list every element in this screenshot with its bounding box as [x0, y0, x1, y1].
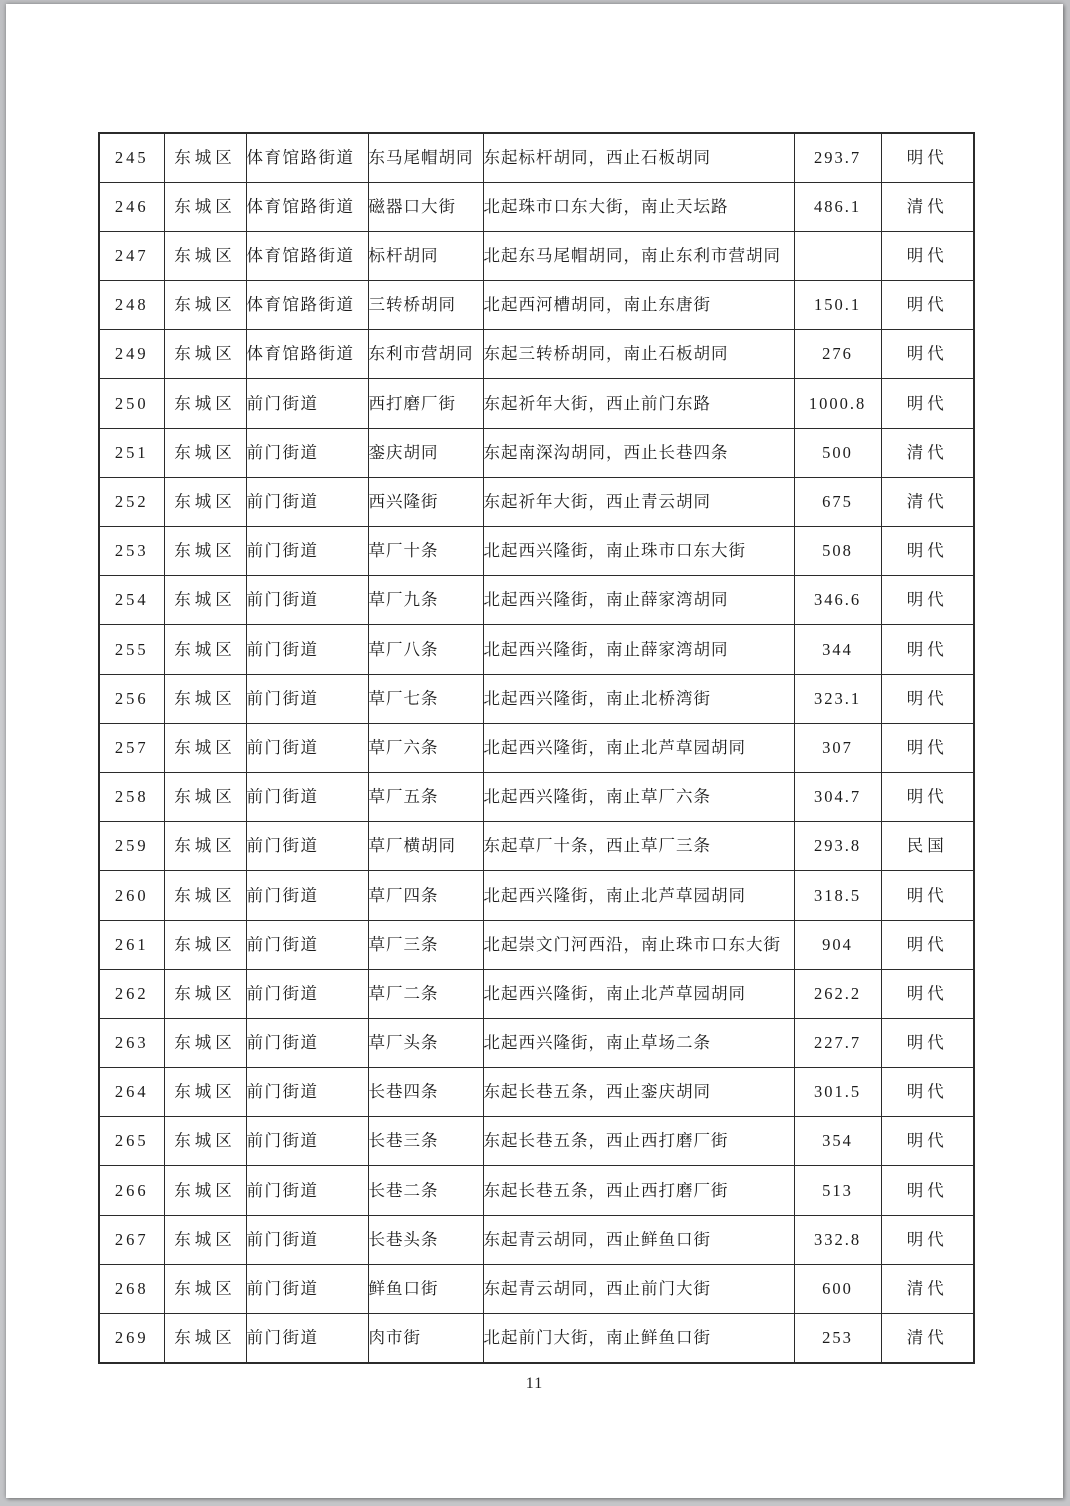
row-number-cell: 259 — [99, 822, 164, 871]
era-label-cell: 明代 — [881, 772, 974, 821]
district-cell: 东城区 — [164, 477, 246, 526]
table-row — [99, 281, 974, 330]
street-name-cell: 西打磨厂街 — [368, 379, 483, 428]
extent-description-cell: 北起西兴隆街，南止草厂六条 — [483, 772, 794, 821]
subdistrict-cell: 体育馆路街道 — [246, 231, 368, 280]
length-value-cell: 301.5 — [794, 1068, 881, 1117]
row-number-cell: 255 — [99, 625, 164, 674]
subdistrict-cell: 前门街道 — [246, 1166, 368, 1215]
table-row — [99, 1166, 974, 1215]
street-name-cell: 三转桥胡同 — [368, 281, 483, 330]
extent-description-cell: 北起西兴隆街，南止薛家湾胡同 — [483, 625, 794, 674]
subdistrict-cell: 前门街道 — [246, 1068, 368, 1117]
length-value-cell: 304.7 — [794, 772, 881, 821]
era-label-cell: 明代 — [881, 330, 974, 379]
length-value-cell: 227.7 — [794, 1018, 881, 1067]
table-row — [99, 723, 974, 772]
row-number-cell: 247 — [99, 231, 164, 280]
era-label-cell: 明代 — [881, 379, 974, 428]
era-label-cell: 明代 — [881, 231, 974, 280]
document-page — [6, 4, 1063, 1498]
district-cell: 东城区 — [164, 1117, 246, 1166]
table-row — [99, 1068, 974, 1117]
row-number-cell: 269 — [99, 1314, 164, 1363]
street-name-cell: 长巷头条 — [368, 1215, 483, 1264]
extent-description-cell: 北起西兴隆街，南止北桥湾街 — [483, 674, 794, 723]
row-number-cell: 257 — [99, 723, 164, 772]
row-number-cell: 249 — [99, 330, 164, 379]
row-number-cell: 263 — [99, 1018, 164, 1067]
street-name-cell: 长巷二条 — [368, 1166, 483, 1215]
extent-description-cell: 东起青云胡同，西止前门大街 — [483, 1264, 794, 1313]
subdistrict-cell: 前门街道 — [246, 477, 368, 526]
subdistrict-cell: 前门街道 — [246, 1215, 368, 1264]
row-number-cell: 256 — [99, 674, 164, 723]
era-label-cell: 明代 — [881, 281, 974, 330]
extent-description-cell: 北起西兴隆街，南止草场二条 — [483, 1018, 794, 1067]
subdistrict-cell: 前门街道 — [246, 527, 368, 576]
table-row — [99, 1215, 974, 1264]
extent-description-cell: 东起三转桥胡同，南止石板胡同 — [483, 330, 794, 379]
length-value-cell — [794, 231, 881, 280]
district-cell: 东城区 — [164, 1314, 246, 1363]
district-cell: 东城区 — [164, 1166, 246, 1215]
street-name-cell: 标杆胡同 — [368, 231, 483, 280]
table-row — [99, 772, 974, 821]
era-label-cell: 清代 — [881, 477, 974, 526]
length-value-cell: 293.7 — [794, 133, 881, 182]
subdistrict-cell: 前门街道 — [246, 576, 368, 625]
district-cell: 东城区 — [164, 1264, 246, 1313]
street-name-cell: 鲜鱼口街 — [368, 1264, 483, 1313]
length-value-cell: 332.8 — [794, 1215, 881, 1264]
row-number-cell: 252 — [99, 477, 164, 526]
street-name-cell: 肉市街 — [368, 1314, 483, 1363]
length-value-cell: 346.6 — [794, 576, 881, 625]
length-value-cell: 1000.8 — [794, 379, 881, 428]
subdistrict-cell: 前门街道 — [246, 969, 368, 1018]
row-number-cell: 258 — [99, 772, 164, 821]
subdistrict-cell: 前门街道 — [246, 428, 368, 477]
street-name-cell: 草厂七条 — [368, 674, 483, 723]
street-name-cell: 东马尾帽胡同 — [368, 133, 483, 182]
era-label-cell: 清代 — [881, 428, 974, 477]
table-row — [99, 379, 974, 428]
era-label-cell: 明代 — [881, 920, 974, 969]
subdistrict-cell: 前门街道 — [246, 674, 368, 723]
length-value-cell: 323.1 — [794, 674, 881, 723]
table-row — [99, 576, 974, 625]
row-number-cell: 266 — [99, 1166, 164, 1215]
district-cell: 东城区 — [164, 428, 246, 477]
extent-description-cell: 东起长巷五条，西止銮庆胡同 — [483, 1068, 794, 1117]
table-row — [99, 674, 974, 723]
district-cell: 东城区 — [164, 772, 246, 821]
street-name-cell: 草厂三条 — [368, 920, 483, 969]
row-number-cell: 246 — [99, 182, 164, 231]
row-number-cell: 268 — [99, 1264, 164, 1313]
era-label-cell: 清代 — [881, 1314, 974, 1363]
length-value-cell: 904 — [794, 920, 881, 969]
era-label-cell: 明代 — [881, 1068, 974, 1117]
table-row — [99, 920, 974, 969]
table-row — [99, 871, 974, 920]
street-name-cell: 草厂二条 — [368, 969, 483, 1018]
extent-description-cell: 北起西兴隆街，南止北芦草园胡同 — [483, 969, 794, 1018]
row-number-cell: 254 — [99, 576, 164, 625]
subdistrict-cell: 体育馆路街道 — [246, 133, 368, 182]
row-number-cell: 261 — [99, 920, 164, 969]
length-value-cell: 500 — [794, 428, 881, 477]
page-number: 11 — [525, 1375, 544, 1392]
table-row — [99, 231, 974, 280]
row-number-cell: 245 — [99, 133, 164, 182]
row-number-cell: 265 — [99, 1117, 164, 1166]
length-value-cell: 150.1 — [794, 281, 881, 330]
street-name-cell: 长巷四条 — [368, 1068, 483, 1117]
subdistrict-cell: 前门街道 — [246, 1264, 368, 1313]
row-number-cell: 267 — [99, 1215, 164, 1264]
length-value-cell: 486.1 — [794, 182, 881, 231]
subdistrict-cell: 前门街道 — [246, 625, 368, 674]
length-value-cell: 318.5 — [794, 871, 881, 920]
extent-description-cell: 东起南深沟胡同，西止长巷四条 — [483, 428, 794, 477]
table-row — [99, 477, 974, 526]
table-row — [99, 330, 974, 379]
district-cell: 东城区 — [164, 330, 246, 379]
era-label-cell: 清代 — [881, 1264, 974, 1313]
street-name-cell: 草厂八条 — [368, 625, 483, 674]
street-table — [98, 132, 975, 1364]
length-value-cell: 675 — [794, 477, 881, 526]
street-table-body — [99, 133, 974, 1363]
extent-description-cell: 北起东马尾帽胡同，南止东利市营胡同 — [483, 231, 794, 280]
district-cell: 东城区 — [164, 576, 246, 625]
era-label-cell: 明代 — [881, 723, 974, 772]
district-cell: 东城区 — [164, 182, 246, 231]
district-cell: 东城区 — [164, 723, 246, 772]
length-value-cell: 600 — [794, 1264, 881, 1313]
row-number-cell: 264 — [99, 1068, 164, 1117]
district-cell: 东城区 — [164, 674, 246, 723]
table-row — [99, 1314, 974, 1363]
district-cell: 东城区 — [164, 871, 246, 920]
extent-description-cell: 北起前门大街，南止鲜鱼口街 — [483, 1314, 794, 1363]
row-number-cell: 250 — [99, 379, 164, 428]
extent-description-cell: 北起西兴隆街，南止薛家湾胡同 — [483, 576, 794, 625]
era-label-cell: 明代 — [881, 527, 974, 576]
extent-description-cell: 东起标杆胡同，西止石板胡同 — [483, 133, 794, 182]
district-cell: 东城区 — [164, 920, 246, 969]
district-cell: 东城区 — [164, 1018, 246, 1067]
table-row — [99, 1018, 974, 1067]
length-value-cell: 262.2 — [794, 969, 881, 1018]
street-name-cell: 銮庆胡同 — [368, 428, 483, 477]
street-name-cell: 草厂头条 — [368, 1018, 483, 1067]
street-name-cell: 草厂六条 — [368, 723, 483, 772]
district-cell: 东城区 — [164, 379, 246, 428]
extent-description-cell: 北起西兴隆街，南止北芦草园胡同 — [483, 871, 794, 920]
era-label-cell: 明代 — [881, 1117, 974, 1166]
row-number-cell: 248 — [99, 281, 164, 330]
subdistrict-cell: 前门街道 — [246, 871, 368, 920]
extent-description-cell: 东起长巷五条，西止西打磨厂街 — [483, 1117, 794, 1166]
length-value-cell: 508 — [794, 527, 881, 576]
era-label-cell: 明代 — [881, 969, 974, 1018]
street-name-cell: 磁器口大街 — [368, 182, 483, 231]
district-cell: 东城区 — [164, 281, 246, 330]
extent-description-cell: 北起西河槽胡同，南止东唐街 — [483, 281, 794, 330]
era-label-cell: 明代 — [881, 674, 974, 723]
length-value-cell: 293.8 — [794, 822, 881, 871]
table-row — [99, 625, 974, 674]
era-label-cell: 明代 — [881, 871, 974, 920]
table-row — [99, 969, 974, 1018]
extent-description-cell: 东起青云胡同，西止鲜鱼口街 — [483, 1215, 794, 1264]
era-label-cell: 民国 — [881, 822, 974, 871]
table-row — [99, 1264, 974, 1313]
subdistrict-cell: 体育馆路街道 — [246, 281, 368, 330]
district-cell: 东城区 — [164, 133, 246, 182]
street-name-cell: 草厂四条 — [368, 871, 483, 920]
district-cell: 东城区 — [164, 822, 246, 871]
subdistrict-cell: 前门街道 — [246, 772, 368, 821]
subdistrict-cell: 前门街道 — [246, 1117, 368, 1166]
era-label-cell: 明代 — [881, 1018, 974, 1067]
length-value-cell: 354 — [794, 1117, 881, 1166]
subdistrict-cell: 前门街道 — [246, 1314, 368, 1363]
street-name-cell: 西兴隆街 — [368, 477, 483, 526]
extent-description-cell: 北起西兴隆街，南止珠市口东大街 — [483, 527, 794, 576]
district-cell: 东城区 — [164, 969, 246, 1018]
street-name-cell: 草厂横胡同 — [368, 822, 483, 871]
row-number-cell: 262 — [99, 969, 164, 1018]
street-name-cell: 草厂五条 — [368, 772, 483, 821]
length-value-cell: 307 — [794, 723, 881, 772]
district-cell: 东城区 — [164, 1068, 246, 1117]
era-label-cell: 明代 — [881, 1166, 974, 1215]
street-name-cell: 草厂十条 — [368, 527, 483, 576]
district-cell: 东城区 — [164, 625, 246, 674]
era-label-cell: 明代 — [881, 133, 974, 182]
subdistrict-cell: 前门街道 — [246, 1018, 368, 1067]
subdistrict-cell: 前门街道 — [246, 920, 368, 969]
extent-description-cell: 北起珠市口东大街，南止天坛路 — [483, 182, 794, 231]
length-value-cell: 344 — [794, 625, 881, 674]
era-label-cell: 明代 — [881, 1215, 974, 1264]
street-name-cell: 东利市营胡同 — [368, 330, 483, 379]
extent-description-cell: 北起西兴隆街，南止北芦草园胡同 — [483, 723, 794, 772]
length-value-cell: 276 — [794, 330, 881, 379]
extent-description-cell: 东起祈年大街，西止青云胡同 — [483, 477, 794, 526]
table-row — [99, 527, 974, 576]
table-row — [99, 428, 974, 477]
length-value-cell: 513 — [794, 1166, 881, 1215]
row-number-cell: 260 — [99, 871, 164, 920]
row-number-cell: 253 — [99, 527, 164, 576]
table-row — [99, 822, 974, 871]
table-row — [99, 182, 974, 231]
district-cell: 东城区 — [164, 1215, 246, 1264]
subdistrict-cell: 体育馆路街道 — [246, 330, 368, 379]
district-cell: 东城区 — [164, 527, 246, 576]
row-number-cell: 251 — [99, 428, 164, 477]
street-name-cell: 草厂九条 — [368, 576, 483, 625]
era-label-cell: 明代 — [881, 576, 974, 625]
era-label-cell: 清代 — [881, 182, 974, 231]
subdistrict-cell: 前门街道 — [246, 822, 368, 871]
length-value-cell: 253 — [794, 1314, 881, 1363]
table-row — [99, 133, 974, 182]
extent-description-cell: 北起崇文门河西沿，南止珠市口东大街 — [483, 920, 794, 969]
subdistrict-cell: 体育馆路街道 — [246, 182, 368, 231]
district-cell: 东城区 — [164, 231, 246, 280]
era-label-cell: 明代 — [881, 625, 974, 674]
extent-description-cell: 东起草厂十条，西止草厂三条 — [483, 822, 794, 871]
street-name-cell: 长巷三条 — [368, 1117, 483, 1166]
subdistrict-cell: 前门街道 — [246, 723, 368, 772]
table-row — [99, 1117, 974, 1166]
extent-description-cell: 东起长巷五条，西止西打磨厂街 — [483, 1166, 794, 1215]
extent-description-cell: 东起祈年大街，西止前门东路 — [483, 379, 794, 428]
subdistrict-cell: 前门街道 — [246, 379, 368, 428]
